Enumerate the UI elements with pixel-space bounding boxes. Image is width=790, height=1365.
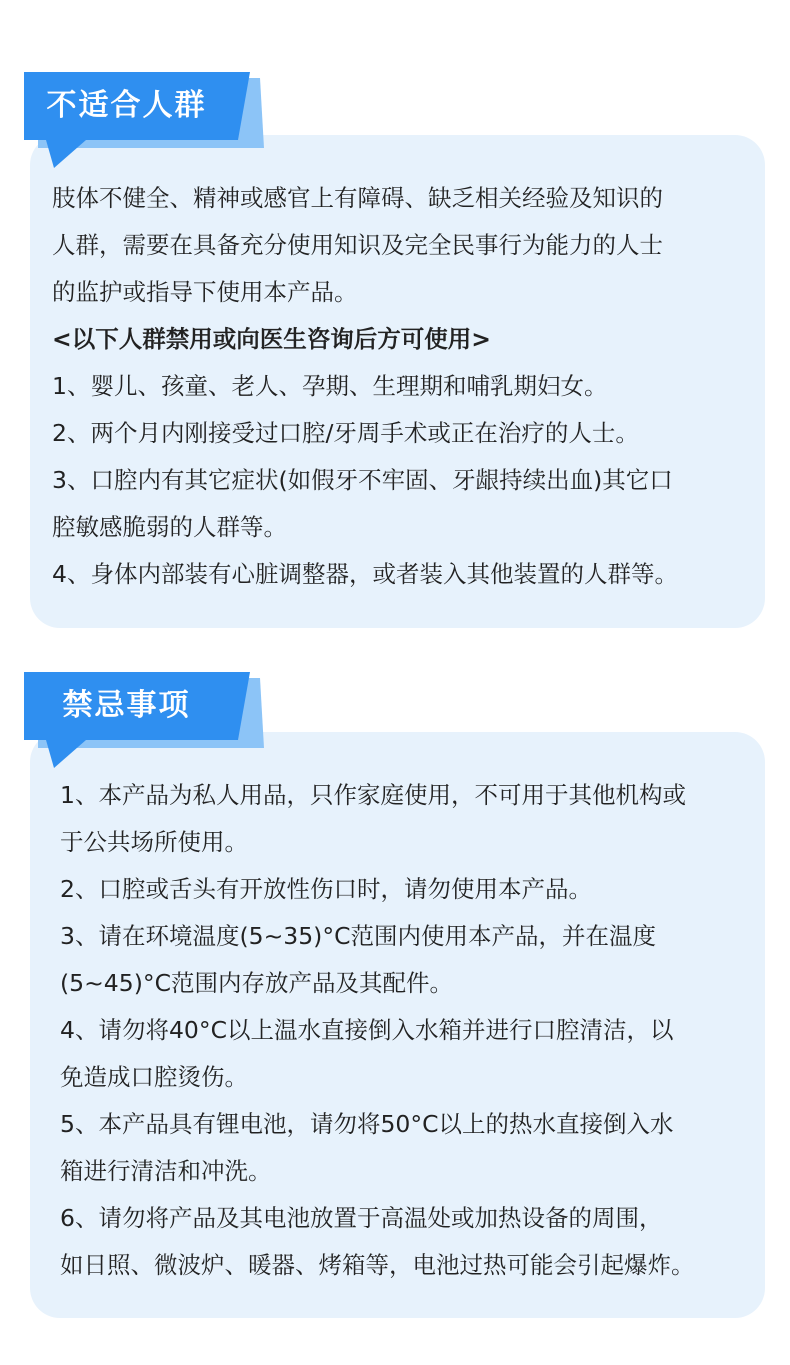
contra-line-2: 于公共场所使用。 bbox=[60, 828, 248, 856]
unsuitable-line-7: 3、口腔内有其它症状(如假牙不牢固、牙龈持续出血)其它口 bbox=[52, 466, 673, 494]
contraindications-tag bbox=[24, 672, 264, 772]
unsuitable-people-card bbox=[30, 135, 765, 628]
unsuitable-line-6: 2、两个月内刚接受过口腔/牙周手术或正在治疗的人士。 bbox=[52, 419, 639, 447]
contra-line-1: 1、本产品为私人用品，只作家庭使用，不可用于其他机构或 bbox=[60, 781, 686, 809]
contra-line-3: 2、口腔或舌头有开放性伤口时，请勿使用本产品。 bbox=[60, 875, 592, 903]
unsuitable-line-8: 腔敏感脆弱的人群等。 bbox=[52, 513, 287, 541]
contra-line-7: 免造成口腔烫伤。 bbox=[60, 1063, 248, 1091]
unsuitable-line-1: 肢体不健全、精神或感官上有障碍、缺乏相关经验及知识的 bbox=[52, 184, 663, 212]
contra-line-11: 如日照、微波炉、暖器、烤箱等，电池过热可能会引起爆炸。 bbox=[60, 1251, 695, 1279]
unsuitable-people-tag bbox=[24, 72, 264, 172]
unsuitable-line-2: 人群，需要在具备充分使用知识及完全民事行为能力的人士 bbox=[52, 231, 663, 259]
contraindications-card bbox=[30, 732, 765, 1318]
contra-line-5: (5~45)°C范围内存放产品及其配件。 bbox=[60, 969, 454, 997]
unsuitable-line-9: 4、身体内部装有心脏调整器，或者装入其他装置的人群等。 bbox=[52, 560, 678, 588]
contra-line-10: 6、请勿将产品及其电池放置于高温处或加热设备的周围， bbox=[60, 1204, 663, 1232]
unsuitable-subheading: <以下人群禁用或向医生咨询后方可使用> bbox=[52, 325, 491, 353]
contra-line-4: 3、请在环境温度(5~35)°C范围内使用本产品，并在温度 bbox=[60, 922, 656, 950]
contra-line-8: 5、本产品具有锂电池，请勿将50°C以上的热水直接倒入水 bbox=[60, 1110, 674, 1138]
contra-line-6: 4、请勿将40°C以上温水直接倒入水箱并进行口腔清洁，以 bbox=[60, 1016, 674, 1044]
unsuitable-line-3: 的监护或指导下使用本产品。 bbox=[52, 278, 358, 306]
contra-line-9: 箱进行清洁和冲洗。 bbox=[60, 1157, 272, 1185]
contraindications-title: 禁忌事项 bbox=[62, 688, 191, 723]
unsuitable-people-title: 不适合人群 bbox=[46, 88, 207, 123]
unsuitable-line-5: 1、婴儿、孩童、老人、孕期、生理期和哺乳期妇女。 bbox=[52, 372, 608, 400]
